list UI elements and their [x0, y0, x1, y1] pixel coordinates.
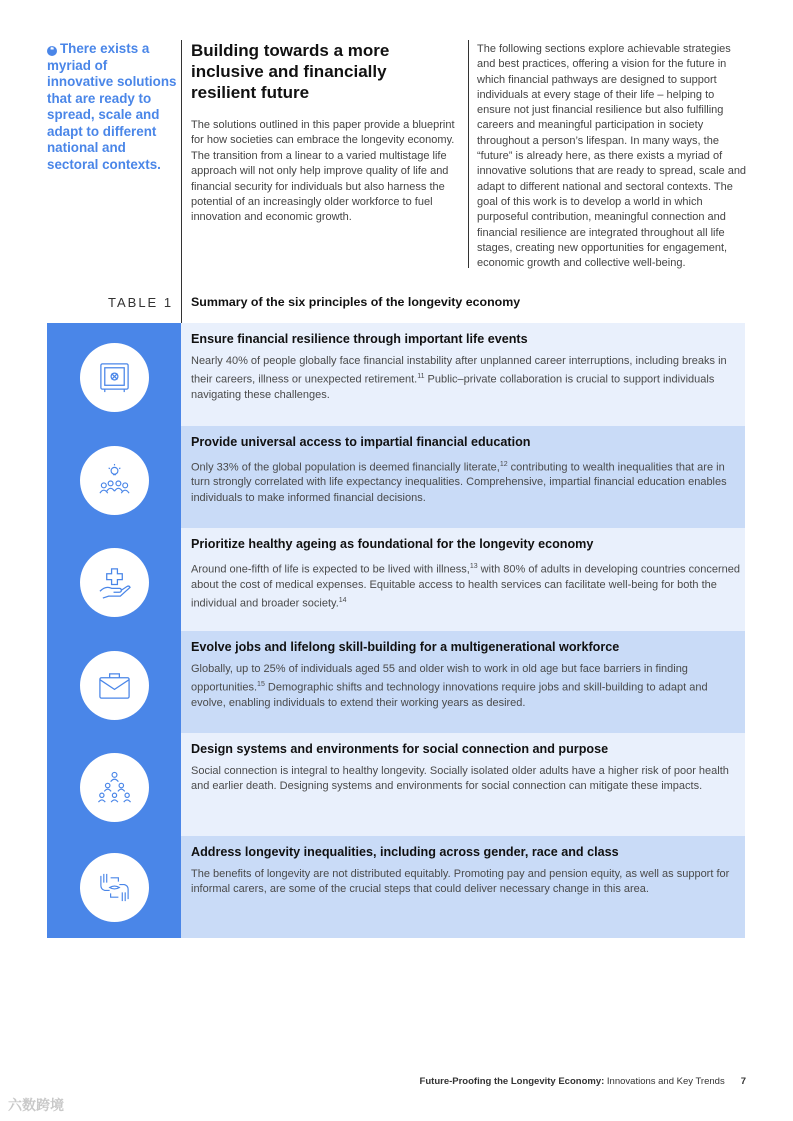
principle-title: Design systems and environments for social connection and purpose [191, 742, 609, 756]
principle-title: Provide universal access to impartial financial education [191, 434, 531, 449]
page-number: 7 [740, 1076, 746, 1087]
footer-title-rest: Innovations and Key Trends [604, 1076, 725, 1087]
principle-body: Around one-fifth of life is expected to be lived with illness,$^{13}$ with 80% of adults in developing countries concerned about the cost of medical expenses. Equitable access to health services can facilitate well-being for both the individual and broader society.$^{14}$ [191, 563, 740, 610]
watermark: 六数跨境 [8, 1098, 64, 1114]
table-label: TABLE 1 [108, 295, 174, 310]
joined-hands-icon [97, 870, 132, 905]
principle-row [181, 836, 745, 939]
footnote-ref: 14 [338, 597, 347, 605]
table-caption: Summary of the six principles of the longevity economy [191, 295, 521, 309]
principle-row [181, 733, 745, 836]
principle-body: Social connection is integral to healthy longevity. Socially isolated older adults have a higher risk of poor health and earlier death. Designing systems and environments for social connection can mitigate these impacts. [191, 765, 729, 793]
principle-row [181, 426, 745, 529]
footnote-ref: 13 [469, 563, 478, 570]
icon-circle [80, 446, 149, 515]
icon-circle [80, 343, 149, 412]
intro-paragraph: The solutions outlined in this paper provide a blueprint for how societies can embrace the longevity economy. The transition from a linear to a varied multistage life approach will not only help improve quality of life and financial security for individuals but also harness the potential of an increasingly older workforce to fuel innovation and economic growth. [191, 119, 455, 224]
health-hand-icon [97, 565, 132, 600]
principle-body: Nearly 40% of people globally face financial instability after unplanned career interruptions, including breaks in their careers, illness or unexpected retirement.$^{11}$ Public–private collaboration is crucial to support individuals navigating these challenges. [191, 355, 727, 402]
people-network-icon [97, 770, 132, 805]
icon-circle [80, 651, 149, 720]
principle-body: The benefits of longevity are not distributed equitably. Promoting pay and pension equity, as well as support for informal carers, are some of the crucial steps that could deliver necessary change in this area. [191, 867, 730, 895]
principle-row [181, 323, 745, 426]
principle-body: Only 33% of the global population is deemed financially literate,$^{12}$ contributing to wealth inequalities that are in turn strongly correlated with life expectancy inequalities. Comprehensive, impartial financial education enables individuals to make informed financial decisions. [191, 460, 727, 504]
principle-row [181, 528, 745, 631]
divider-middle [468, 40, 469, 268]
principle-title: Address longevity inequalities, including across gender, race and class [191, 844, 619, 859]
pull-quote [47, 41, 177, 173]
principle-row [181, 631, 745, 734]
safe-icon [97, 360, 132, 395]
footnote-ref: 11 [417, 373, 425, 381]
principle-title: Evolve jobs and lifelong skill-building for a multigenerational workforce [191, 639, 620, 654]
second-column-paragraph: The following sections explore achievable strategies and best practices, offering a vision for the future in which financial pathways are designed to support individuals at every stage of their life – helping to ensure not just financial resilience but also fulfilling careers and meaningful participation in society throughout a person’s lifespan. In many ways, the “future” is already here, as there exists a myriad of innovative solutions that are ready to spread, scale and adapt to different national and sectoral contexts. The goal of this work is to develop a world in which purposeful contribution, meaningful connection and financial resilience are integrated throughout all life stages, creating new opportunities for engagement, economic growth and collective well-being. [477, 43, 747, 270]
footnote-ref: 12 [499, 460, 508, 468]
footnote-ref: 15 [257, 680, 265, 688]
principle-body: Globally, up to 25% of individuals aged 55 and older wish to work in old age but face barriers in finding opportunities.$^{15}$ Demographic shifts and technology innovations require jobs and skill-building to adapt and evolve, enabling individuals to extend their working years as desired. [191, 662, 708, 709]
principle-title: Ensure financial resilience through important life events [191, 332, 528, 346]
page-footer [420, 1076, 746, 1087]
section-heading: Building towards a more inclusive and financially resilient future [191, 41, 390, 102]
lightbulb-group-icon [97, 463, 132, 498]
icon-circle [80, 853, 149, 922]
icon-circle [80, 548, 149, 617]
divider-left [181, 40, 182, 323]
footer-title-bold: Future-Proofing the Longevity Economy: [419, 1076, 605, 1087]
quote-icon: ❝ [47, 46, 57, 56]
icon-circle [80, 753, 149, 822]
table-icon-sidebar [47, 323, 181, 938]
pull-quote-text: There exists a myriad of innovative solutions that are ready to spread, scale and adapt to different national and sectoral contexts. [47, 41, 177, 172]
principle-title: Prioritize healthy ageing as foundational for the longevity economy [191, 537, 594, 551]
briefcase-icon [97, 668, 132, 703]
